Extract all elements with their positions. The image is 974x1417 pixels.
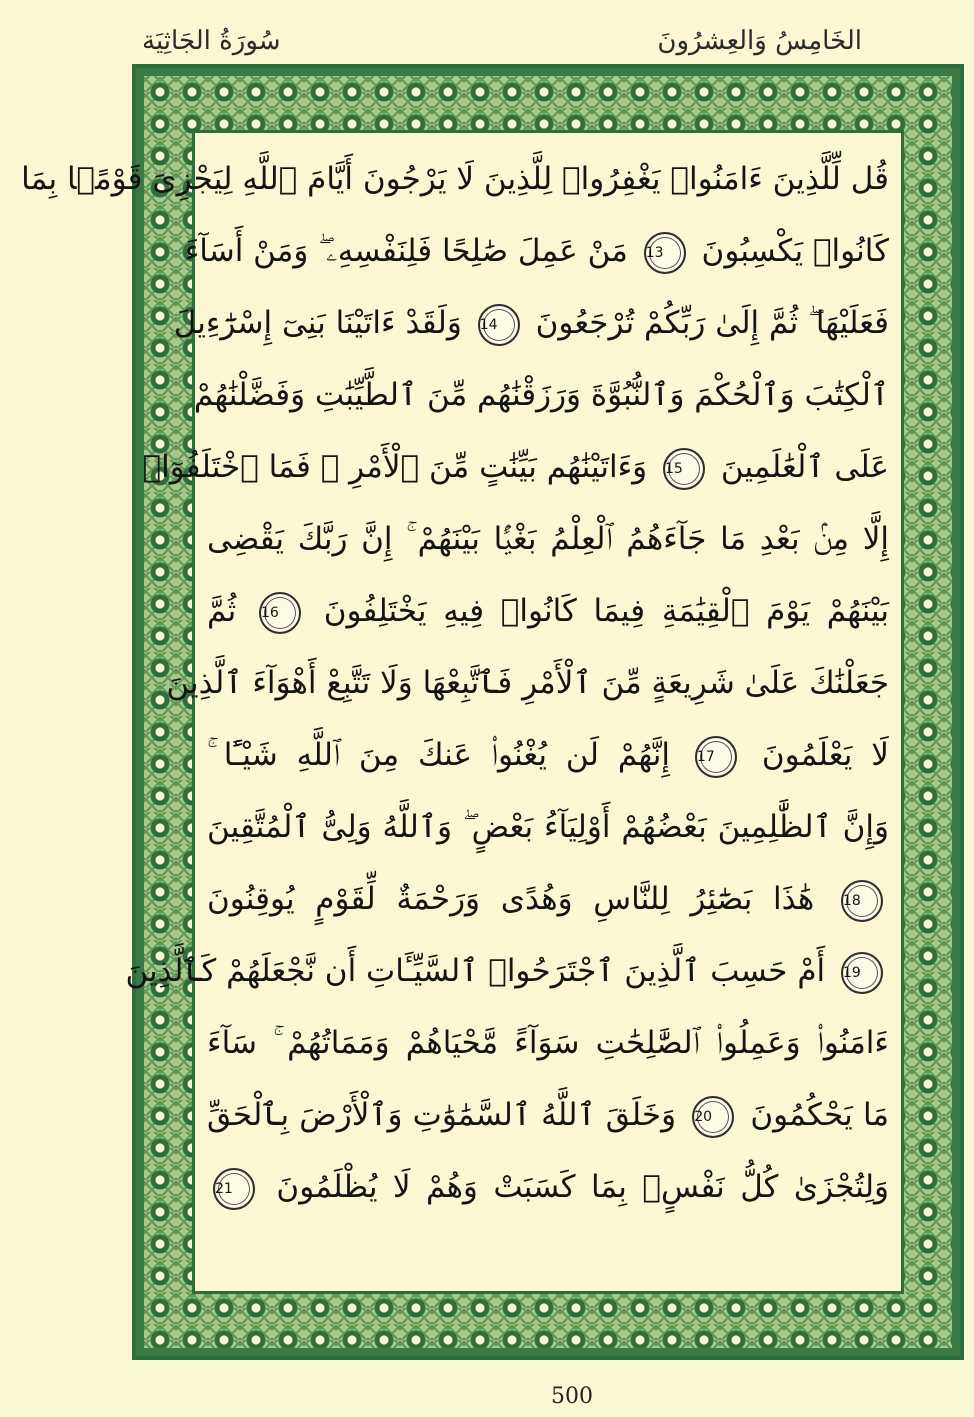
verse-text: ثُمَّ bbox=[207, 593, 237, 629]
verse-text: هَٰذَا بَصَٰٓئِرُ لِلنَّاسِ وَهُدًى وَرَحْمَةٌ لِّقَوْمٍ يُوقِنُونَ bbox=[207, 881, 815, 917]
verse-line bbox=[207, 869, 889, 929]
verse-text: بَيْنَهُمْ يَوْمَ ٱلْقِيَٰمَةِ فِيمَا كَانُوا۟ فِيهِ يَخْتَلِفُونَ bbox=[323, 593, 890, 629]
verse-text: مَنْ عَمِلَ صَٰلِحًا فَلِنَفْسِهِۦ ۖ وَمَنْ أَسَآءَ bbox=[184, 233, 628, 269]
verse-text: وَءَاتَيْنَٰهُم بَيِّنَٰتٍ مِّنَ ٱلْأَمْرِ ۖ فَمَا ٱخْتَلَفُوٓا۟ bbox=[142, 449, 648, 485]
ayah-number-marker: 14 bbox=[478, 304, 520, 346]
ayah-number-marker: 20 bbox=[692, 1096, 734, 1138]
verse-line bbox=[207, 1013, 889, 1073]
ayah-number-marker: 13 bbox=[644, 232, 686, 274]
verse-text: كَانُوا۟ يَكْسِبُونَ bbox=[701, 233, 889, 269]
verse-line bbox=[207, 797, 889, 857]
verse-text-area bbox=[21, 139, 890, 1285]
verse-text: قُل لِّلَّذِينَ ءَامَنُوا۟ يَغْفِرُوا۟ لِلَّذِينَ لَا يَرْجُونَ أَيَّامَ ٱللَّهِ لِيَجْزِىَ قَوْمًۢا بِمَا bbox=[21, 161, 889, 197]
verse-text: وَإِنَّ ٱلظَّٰلِمِينَ بَعْضُهُمْ أَوْلِيَآءُ بَعْضٍ ۖ وَٱللَّهُ وَلِىُّ ٱلْمُتَّقِينَ bbox=[207, 809, 889, 845]
ornamental-frame bbox=[21, 64, 964, 1360]
verse-line bbox=[142, 437, 889, 497]
text-panel bbox=[21, 130, 904, 1294]
surah-name-header: سُورَةُ الجَاثِيَة bbox=[142, 26, 281, 56]
ayah-number-marker: 18 bbox=[841, 880, 883, 922]
verse-line bbox=[21, 149, 889, 209]
verse-text: مَا يَحْكُمُونَ bbox=[750, 1097, 889, 1133]
juz-name-header: الخَامِسُ وَالعِشرُونَ bbox=[657, 26, 862, 56]
ayah-number-marker: 16 bbox=[259, 592, 301, 634]
verse-line bbox=[207, 509, 889, 569]
verse-line bbox=[184, 221, 889, 281]
verse-text: إِلَّا مِنۢ بَعْدِ مَا جَآءَهُمُ ٱلْعِلْمُ بَغْيًۢا بَيْنَهُمْ ۚ إِنَّ رَبَّكَ يَقْضِى bbox=[207, 521, 889, 557]
verse-text: وَلَقَدْ ءَاتَيْنَا بَنِىٓ إِسْرَٰٓءِيلَ bbox=[173, 305, 462, 341]
verse-line bbox=[207, 725, 889, 785]
verse-line bbox=[207, 1085, 889, 1145]
verse-line bbox=[207, 581, 889, 641]
verse-text: إِنَّهُمْ لَن يُغْنُوا۟ عَنكَ مِنَ ٱللَّهِ شَيْـًٔا ۚ bbox=[207, 737, 670, 773]
verse-line bbox=[125, 941, 889, 1001]
verse-text: لَا يَعْلَمُونَ bbox=[761, 737, 889, 773]
verse-text: وَلِتُجْزَىٰ كُلُّ نَفْسٍۭ بِمَا كَسَبَتْ وَهُمْ لَا يُظْلَمُونَ bbox=[276, 1169, 889, 1205]
ayah-number-marker: 15 bbox=[663, 448, 705, 490]
verse-text: ٱلْكِتَٰبَ وَٱلْحُكْمَ وَٱلنُّبُوَّةَ وَرَزَقْنَٰهُم مِّنَ ٱلطَّيِّبَٰتِ وَفَضَّلْنَٰهُمْ bbox=[193, 377, 889, 413]
verse-text: فَعَلَيْهَا ۖ ثُمَّ إِلَىٰ رَبِّكُمْ تُرْجَعُونَ bbox=[535, 305, 889, 341]
ayah-number-marker: 17 bbox=[695, 736, 737, 778]
verse-text: جَعَلْنَٰكَ عَلَىٰ شَرِيعَةٍ مِّنَ ٱلْأَمْرِ فَٱتَّبِعْهَا وَلَا تَتَّبِعْ أَهْوَآءَ ٱلَّذِينَ bbox=[166, 665, 889, 701]
verse-text: وَخَلَقَ ٱللَّهُ ٱلسَّمَٰوَٰتِ وَٱلْأَرْضَ بِٱلْحَقِّ bbox=[207, 1097, 677, 1133]
verse-line bbox=[166, 653, 889, 713]
page-number: 500 bbox=[551, 1384, 593, 1409]
verse-text: أَمْ حَسِبَ ٱلَّذِينَ ٱجْتَرَحُوا۟ ٱلسَّيِّـَٔاتِ أَن نَّجْعَلَهُمْ كَٱلَّذِينَ bbox=[125, 953, 826, 989]
verse-line bbox=[193, 365, 889, 425]
ayah-number-marker: 21 bbox=[213, 1168, 255, 1210]
verse-line bbox=[207, 1157, 889, 1217]
verse-line bbox=[173, 293, 889, 353]
ayah-number-marker: 19 bbox=[841, 952, 883, 994]
verse-text: عَلَى ٱلْعَٰلَمِينَ bbox=[720, 449, 889, 485]
verse-text: ءَامَنُوا۟ وَعَمِلُوا۟ ٱلصَّٰلِحَٰتِ سَوَآءً مَّحْيَاهُمْ وَمَمَاتُهُمْ ۚ سَآءَ bbox=[207, 1025, 889, 1061]
